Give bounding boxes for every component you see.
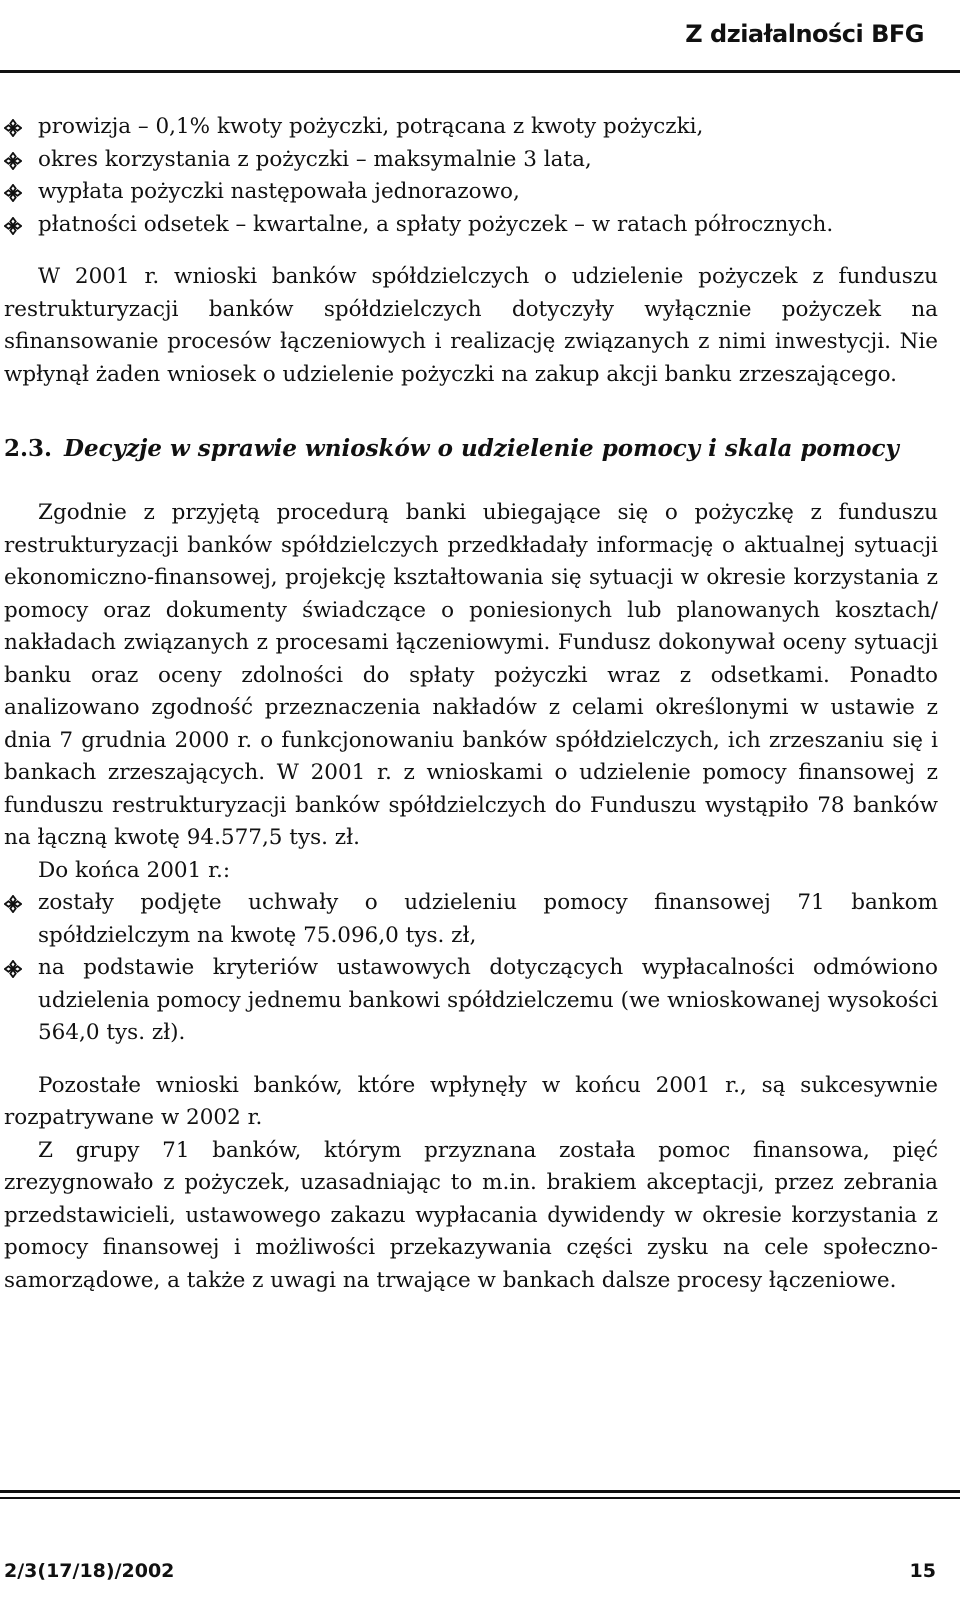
list-item-text: płatności odsetek – kwartalne, a spłaty pożyczek – w ratach półrocznych.	[38, 211, 834, 237]
decisions-list	[4, 887, 938, 1050]
diamond-bullet-icon	[4, 895, 22, 913]
list-item	[4, 952, 938, 1050]
paragraph-71-banks: Z grupy 71 banków, którym przyznana została pomoc finansowa, pięć zrezygnowało z pożyczek, uzasadniając to m.in. brakiem akceptacji, przez zebrania przedstawicieli, ustawowego zakazu wypłacania dywidendy w okresie korzystania z pomocy finansowej i możliwości przekazywania części zysku na cele społeczno-samorządowe, a także z uwagi na trwające w bankach dalsze procesy łączeniowe.	[4, 1137, 938, 1293]
section-title: Decyzje w sprawie wniosków o udzielenie pomocy i skala pomocy	[64, 435, 899, 462]
section-number: 2.3.	[4, 435, 53, 462]
spacer	[4, 465, 938, 497]
list-item-text: prowizja – 0,1% kwoty pożyczki, potrącana z kwoty pożyczki,	[38, 114, 704, 139]
section-heading	[4, 433, 938, 465]
list-item	[4, 887, 938, 952]
diamond-bullet-icon	[4, 217, 22, 235]
list-item	[4, 176, 938, 209]
do-konca-line: Do końca 2001 r.:	[38, 857, 231, 883]
section-paragraph: Zgodnie z przyjętą procedurą banki ubiegające się o pożyczkę z funduszu restrukturyzacji banków spółdzielczych przedkładały informację o aktualnej sytuacji ekonomiczno-finansowej, projekcję kształtowania się sytuacji w okresie korzystania z pomocy oraz dokumenty świadczące o poniesionych lub planowanych kosztach/ nakładach związanych z procesami łączeniowymi. Fundusz dokonywał oceny sytuacji banku oraz oceny zdolności do spłaty pożyczki wraz z odsetkami. Ponadto analizowano zgodność przeznaczenia nakładów z celami określonymi w ustawie z dnia 7 grudnia 2000 r. o funkcjonowaniu banków spółdzielczych, ich zrzeszaniu się i bankach zrzeszających. W 2001 r. z wnioskami o udzielenie pomocy finansowej z funduszu restrukturyzacji banków spółdzielczych do Funduszu wystąpiło 78 banków na łączną kwotę 94.577,5 tys. zł.	[4, 500, 938, 850]
footer-rule	[0, 1490, 960, 1493]
page-number: 15	[909, 1560, 936, 1582]
diamond-bullet-icon	[4, 119, 22, 137]
list-item	[4, 144, 938, 177]
paragraph-2001: W 2001 r. wnioski banków spółdzielczych o udzielenie pożyczek z funduszu restrukturyzacji banków spółdzielczych dotyczyły wyłącznie pożyczek na sfinansowanie procesów łączeniowych i realizację związanych z nimi inwestycji. Nie wpłynął żaden wniosek o udzielenie pożyczki na zakup akcji banku zrzeszającego.	[4, 264, 938, 387]
spacer	[4, 1050, 938, 1070]
spacer	[4, 241, 938, 261]
list-item-text: na podstawie kryteriów ustawowych dotyczących wypłacalności odmówiono udzielenia pomocy jednemu bankowi spółdzielczemu (we wnioskowanej wysokości 564,0 tys. zł).	[38, 955, 938, 1045]
footer-rule	[0, 1497, 960, 1499]
list-item	[4, 209, 938, 242]
paragraph-pozostale: Pozostałe wnioski banków, które wpłynęły w końcu 2001 r., są sukcesywnie rozpatrywane w 2002 r.	[4, 1072, 938, 1130]
page-content	[4, 111, 938, 1297]
diamond-bullet-icon	[4, 152, 22, 170]
loan-terms-list	[4, 111, 938, 241]
list-item-text: wypłata pożyczki następowała jednorazowo,	[38, 179, 520, 204]
header-rule	[0, 70, 960, 73]
list-item-text: zostały podjęte uchwały o udzieleniu pomocy finansowej 71 bankom spółdzielczym na kwotę 75.096,0 tys. zł,	[38, 890, 938, 948]
page-header-title: Z działalności BFG	[685, 20, 924, 48]
diamond-bullet-icon	[4, 184, 22, 202]
diamond-bullet-icon	[4, 960, 22, 978]
list-item	[4, 111, 938, 144]
issue-number: 2/3(17/18)/2002	[4, 1560, 175, 1582]
spacer	[4, 391, 938, 433]
list-item-text: okres korzystania z pożyczki – maksymalnie 3 lata,	[38, 146, 592, 172]
